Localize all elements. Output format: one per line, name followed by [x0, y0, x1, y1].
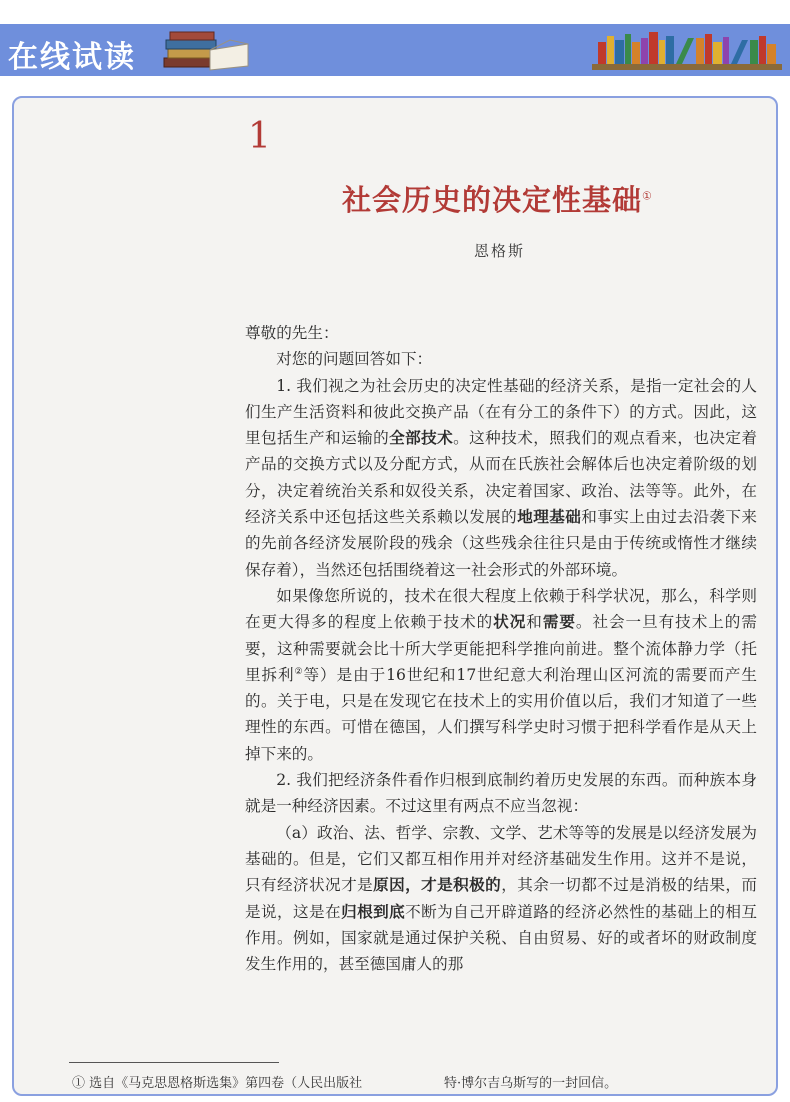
- title-footnote-marker[interactable]: ①: [642, 189, 653, 203]
- paragraph-1-text-a: 1. 我们视之为社会历史的决定性基础的经济关系，是指一定社会的人们生产生活资料和彼此交换产品（在有分工的条件下）的方式。因此，这里包括生产和运输的: [245, 376, 757, 448]
- paragraph-1-text-e: 和事实上由过去沿袭下来的先前各经济发展阶段的残余（这些残余往往只是由于传统或惰性才继续保存着），当然还包括围绕着这一社会形式的外部环境。: [245, 508, 757, 579]
- paragraph-1: [245, 373, 757, 583]
- paragraph-4-text-c: ，其余一切都不过是消极的结果，而是说，这是在: [245, 876, 757, 921]
- salutation: 尊敬的先生：: [245, 324, 339, 342]
- banner-title: 在线试读: [8, 40, 136, 75]
- paragraph-4-text-e: 不断为自己开辟道路的经济必然性的基础上的相互作用。例如，国家就是通过保护关税、自由贸易、好的或者坏的财政制度发生作用的，甚至德国庸人的那: [245, 902, 757, 974]
- emphasis-cause-active: 原因，才是积极的: [373, 875, 502, 895]
- paragraph-3: 2. 我们把经济条件看作归根到底制约着历史发展的东西。而种族本身就是一种经济因素。不过这里有两点不应当忽视：: [245, 771, 757, 816]
- bookshelf-icon: [592, 28, 782, 72]
- footnote-marker-2[interactable]: ②: [294, 666, 304, 677]
- paragraph-4: [245, 820, 757, 978]
- emphasis-geographic-basis: 地理基础: [517, 507, 582, 527]
- author-name: 恩格斯: [474, 242, 526, 260]
- emphasis-state: 状况: [493, 612, 527, 632]
- footnote-left: ① 选自《马克思恩格斯选集》第四卷（人民出版社: [72, 1076, 363, 1091]
- page-content: [12, 96, 778, 1096]
- footnote: [72, 1072, 772, 1091]
- stacked-books-icon: [160, 28, 252, 72]
- emphasis-needs: 需要: [542, 612, 576, 632]
- emphasis-all-technology: 全部技术: [389, 428, 454, 448]
- paragraph-4-text-a: （a）政治、法、哲学、宗教、文学、艺术等等的发展是以经济发展为基础的。但是，它们又都互相作用并对经济基础发生作用。这并不是说，只有经济状况才是: [245, 823, 757, 895]
- paragraph-2-text-a: 如果像您所说的，技术在很大程度上依赖于科学状况，那么，科学则在更大得多的程度上依赖于技术的: [245, 586, 757, 632]
- header-banner: [0, 24, 790, 76]
- paragraph-1-text-c: 。这种技术，照我们的观点看来，也决定着产品的交换方式以及分配方式，从而在氏族社会解体后也决定着阶级的划分，决定着统治关系和奴役关系，决定着国家、政治、法等等。此外，在经济关系中还包括这些关系赖以发展的: [245, 429, 757, 527]
- paragraph-2-text-e: 。社会一旦有技术上的需要，这种需要就会比十所大学更能把科学推向前进。整个流体静力学（托里拆利: [245, 613, 757, 684]
- article-title-text: 社会历史的决定性基础: [342, 183, 643, 217]
- emphasis-in-the-last-instance: 归根到底: [341, 901, 406, 921]
- paragraph-2-text-c: 和: [526, 613, 543, 632]
- footnote-divider: [69, 1062, 279, 1063]
- article-title: [342, 178, 653, 219]
- article-body: [245, 320, 757, 977]
- intro-line: 对您的问题回答如下：: [276, 350, 433, 369]
- footnote-right: 特·博尔吉乌斯写的一封回信。: [444, 1076, 618, 1091]
- paragraph-2-text-f: 等）是由于16世纪和17世纪意大利治理山区河流的需要而产生的。关于电，只是在发现它在技术上的实用价值以后，我们才知道了一些理性的东西。可惜在德国，人们撰写科学史时习惯于把科学看作是从天上掉下来的。: [245, 665, 757, 763]
- chapter-number: 1: [248, 116, 271, 157]
- paragraph-2: [245, 583, 757, 767]
